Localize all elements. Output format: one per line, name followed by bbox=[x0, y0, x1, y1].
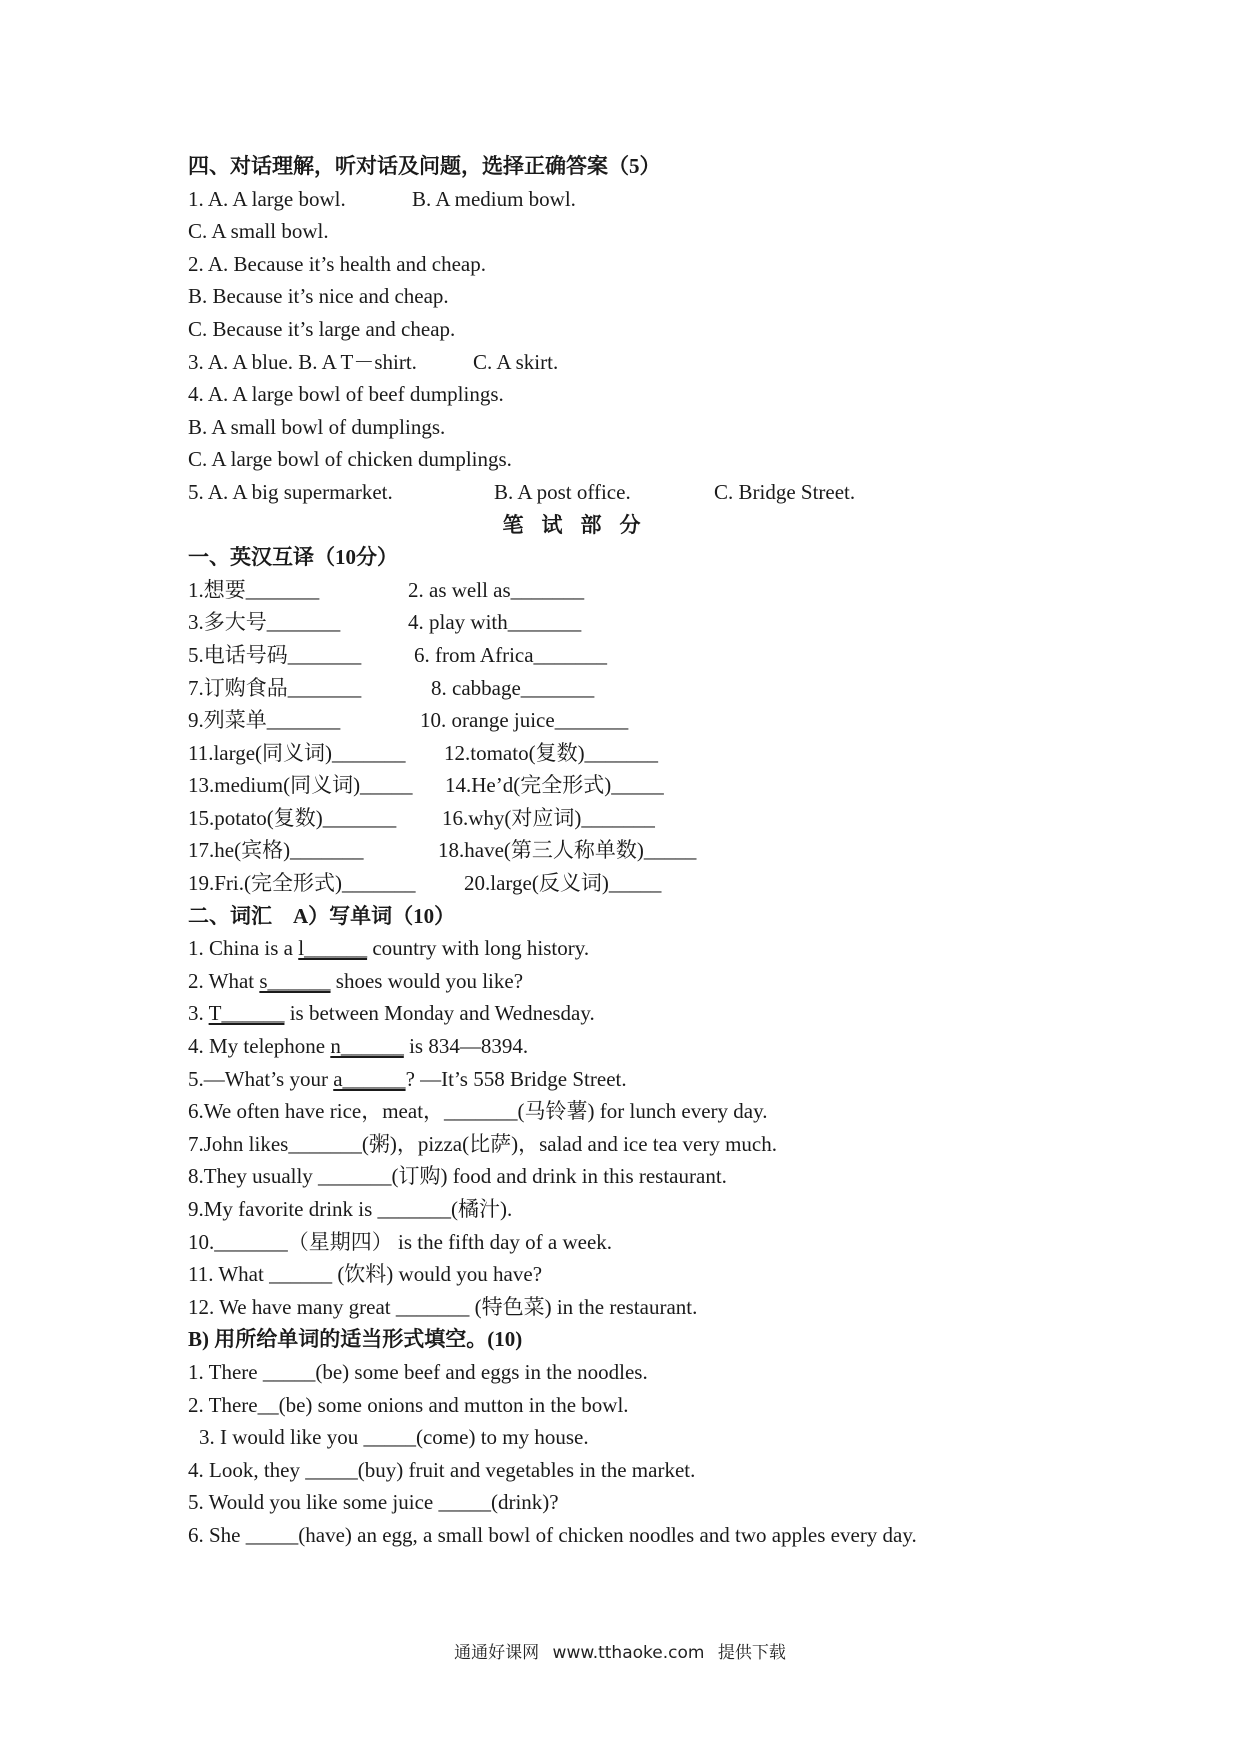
sentence-text: 2. What bbox=[188, 968, 260, 993]
sentence-text: country with long history. bbox=[367, 936, 590, 961]
translate-row bbox=[188, 867, 1068, 900]
section-2-heading: 二、词汇 A）写单词（10） bbox=[188, 903, 456, 928]
translate-row bbox=[188, 639, 1068, 672]
question-4-5 bbox=[188, 476, 1068, 509]
translate-item: 19.Fri.(完全形式)_______ bbox=[188, 871, 416, 896]
translate-item: 2. as well as_______ bbox=[408, 577, 585, 602]
option-4c: C. A large bowl of chicken dumplings. bbox=[188, 447, 512, 472]
answer-blank: T______ bbox=[208, 1001, 285, 1026]
option-5a: 5. A. A big supermarket. bbox=[188, 479, 393, 504]
option-2a: 2. A. Because it’s health and cheap. bbox=[188, 251, 486, 276]
answer-blank: n______ bbox=[330, 1034, 404, 1059]
translate-item: 6. from Africa_______ bbox=[414, 642, 608, 667]
option-2c: C. Because it’s large and cheap. bbox=[188, 316, 456, 341]
sentence-text: shoes would you like? bbox=[330, 968, 524, 993]
translate-item: 16.why(对应词)_______ bbox=[442, 805, 655, 830]
translate-item: 3.多大号_______ bbox=[188, 610, 341, 635]
section-1-heading: 一、英汉互译（10分） bbox=[188, 545, 398, 570]
sentence-text: ? —It’s 558 Bridge Street. bbox=[405, 1066, 627, 1091]
section-4-heading: 四、对话理解，听对话及问题，选择正确答案（5） bbox=[188, 154, 661, 178]
vocab-sentence: 6.We often have rice，meat，_______(马铃薯) for lunch every day. bbox=[188, 1099, 768, 1124]
question-4-1 bbox=[188, 183, 1068, 216]
fill-sentence: 1. There _____(be) some beef and eggs in the noodles. bbox=[188, 1359, 648, 1384]
section-b-heading: B) 用所给单词的适当形式填空。(10) bbox=[188, 1327, 523, 1352]
option-3ab: 3. A. A blue. B. A T－shirt. bbox=[188, 349, 417, 374]
translate-item: 4. play with_______ bbox=[408, 610, 582, 635]
answer-blank: l______ bbox=[298, 936, 368, 961]
option-1c: C. A small bowl. bbox=[188, 219, 329, 244]
option-4b: B. A small bowl of dumplings. bbox=[188, 414, 446, 439]
vocab-sentence bbox=[188, 932, 1068, 965]
translate-row bbox=[188, 704, 1068, 737]
option-3c: C. A skirt. bbox=[473, 349, 559, 374]
fill-sentence: 2. There__(be) some onions and mutton in the bowl. bbox=[188, 1392, 629, 1417]
translate-item: 9.列菜单_______ bbox=[188, 708, 341, 733]
sentence-text: is between Monday and Wednesday. bbox=[284, 1001, 595, 1026]
translate-item: 11.large(同义词)_______ bbox=[188, 740, 406, 765]
footer-site-name: 通通好课网 bbox=[454, 1643, 540, 1663]
translate-item: 1.想要_______ bbox=[188, 577, 320, 602]
translate-item: 10. orange juice_______ bbox=[420, 708, 629, 733]
translate-item: 20.large(反义词)_____ bbox=[464, 871, 662, 896]
vocab-sentence: 8.They usually _______(订购) food and drink in this restaurant. bbox=[188, 1164, 727, 1189]
option-1a: 1. A. A large bowl. bbox=[188, 186, 346, 211]
vocab-sentence: 7.John likes_______(粥)，pizza(比萨)，salad and ice tea very much. bbox=[188, 1131, 777, 1156]
sentence-text: 1. China is a bbox=[188, 936, 299, 961]
page-footer bbox=[0, 1638, 1240, 1663]
translate-item: 15.potato(复数)_______ bbox=[188, 805, 397, 830]
vocab-sentence: 10._______（星期四） is the fifth day of a week. bbox=[188, 1229, 613, 1254]
option-5c: C. Bridge Street. bbox=[714, 479, 856, 504]
sentence-text: is 834—8394. bbox=[403, 1034, 529, 1059]
translate-item: 8. cabbage_______ bbox=[431, 675, 595, 700]
translate-item: 12.tomato(复数)_______ bbox=[444, 740, 659, 765]
fill-sentence: 6. She _____(have) an egg, a small bowl of chicken noodles and two apples every day. bbox=[188, 1522, 917, 1547]
vocab-sentence bbox=[188, 1063, 1068, 1096]
footer-site-url: www.tthaoke.com bbox=[552, 1643, 705, 1663]
translate-row bbox=[188, 834, 1068, 867]
vocab-sentence: 9.My favorite drink is _______(橘汁). bbox=[188, 1197, 513, 1221]
translate-item: 17.he(宾格)_______ bbox=[188, 838, 364, 863]
translate-row bbox=[188, 672, 1068, 705]
option-4a: 4. A. A large bowl of beef dumplings. bbox=[188, 382, 504, 407]
answer-blank: s______ bbox=[259, 968, 331, 993]
written-part-title: 笔试部分 bbox=[502, 512, 659, 537]
worksheet bbox=[188, 150, 1068, 1552]
fill-sentence: 3. I would like you _____(come) to my house. bbox=[199, 1425, 589, 1450]
sentence-text: 5.—What’s your bbox=[188, 1066, 334, 1091]
vocab-sentence: 12. We have many great _______ (特色菜) in the restaurant. bbox=[188, 1294, 698, 1319]
translate-item: 5.电话号码_______ bbox=[188, 642, 362, 667]
translate-row bbox=[188, 769, 1068, 802]
option-2b: B. Because it’s nice and cheap. bbox=[188, 284, 449, 309]
vocab-sentence bbox=[188, 1030, 1068, 1063]
translate-item: 18.have(第三人称单数)_____ bbox=[438, 838, 697, 863]
translate-row bbox=[188, 574, 1068, 607]
option-1b: B. A medium bowl. bbox=[412, 186, 576, 211]
vocab-sentence: 11. What ______ (饮料) would you have? bbox=[188, 1262, 543, 1287]
answer-blank: a______ bbox=[333, 1066, 406, 1091]
fill-sentence: 4. Look, they _____(buy) fruit and vegetables in the market. bbox=[188, 1457, 696, 1482]
option-5b: B. A post office. bbox=[494, 479, 631, 504]
footer-note: 提供下载 bbox=[717, 1643, 786, 1663]
vocab-sentence bbox=[188, 965, 1068, 998]
translate-item: 13.medium(同义词)_____ bbox=[188, 773, 413, 798]
fill-sentence: 5. Would you like some juice _____(drink)? bbox=[188, 1490, 559, 1515]
translate-item: 7.订购食品_______ bbox=[188, 675, 362, 700]
translate-row bbox=[188, 606, 1068, 639]
question-4-3 bbox=[188, 346, 1068, 379]
translate-row bbox=[188, 737, 1068, 770]
vocab-sentence bbox=[188, 997, 1068, 1030]
translate-row bbox=[188, 802, 1068, 835]
sentence-text: 3. bbox=[188, 1001, 209, 1026]
sentence-text: 4. My telephone bbox=[188, 1034, 331, 1059]
translate-item: 14.He’d(完全形式)_____ bbox=[445, 773, 664, 798]
